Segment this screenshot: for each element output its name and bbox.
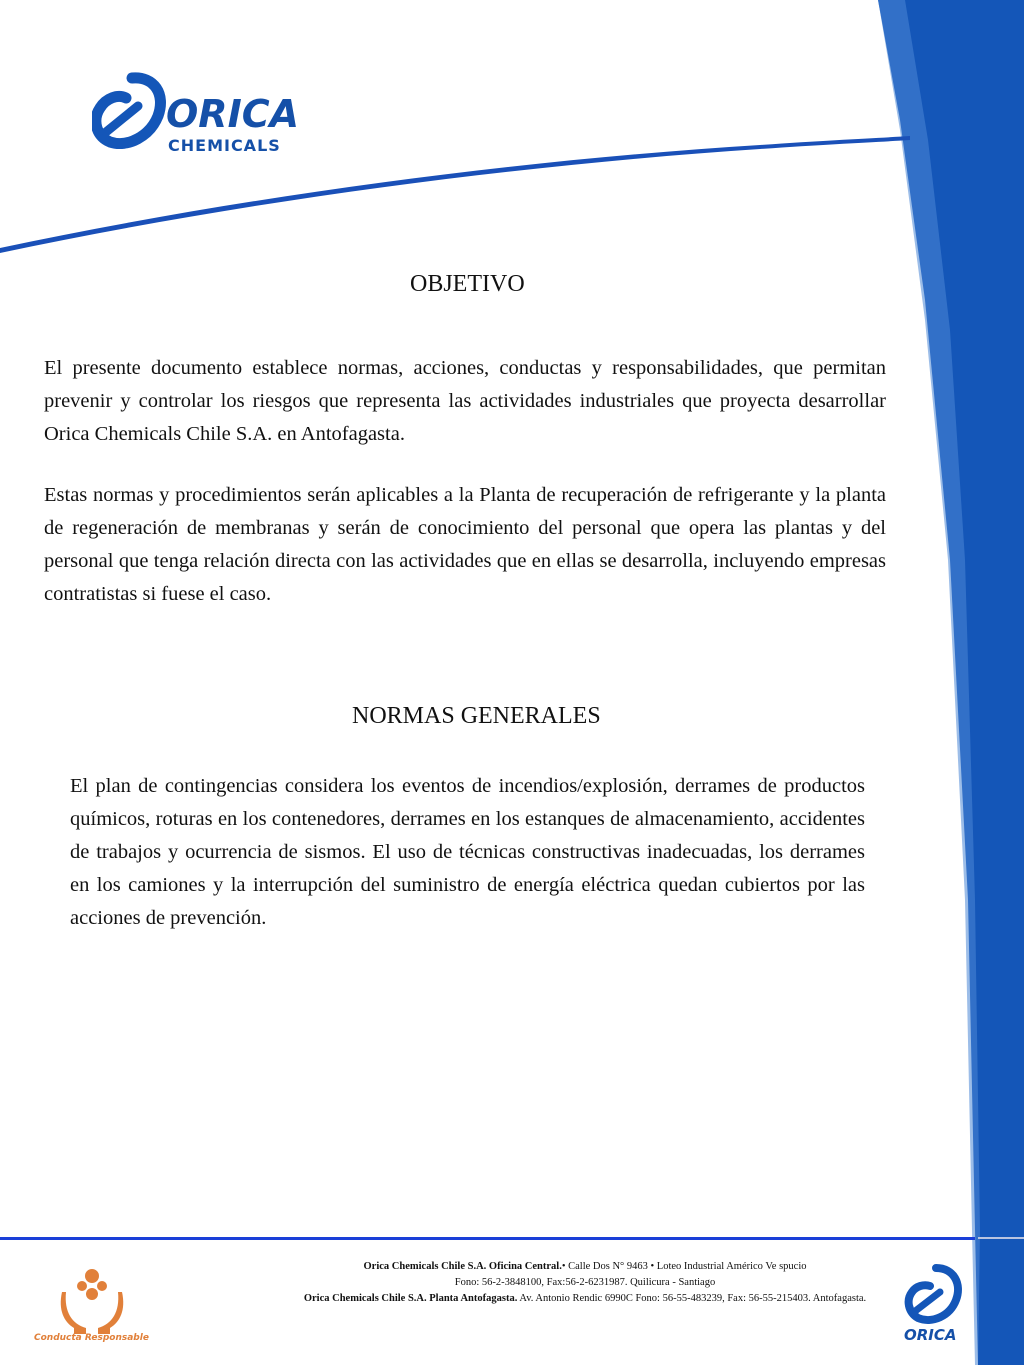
blue-side-band bbox=[878, 0, 1024, 1365]
footer-line-3 bbox=[200, 1291, 970, 1307]
footer-line-1-rest: • Calle Dos N° 9463 • Loteo Industrial Américo Ve spucio bbox=[561, 1261, 807, 1272]
footer-divider bbox=[0, 1237, 975, 1240]
objetivo-paragraph-1: El presente documento establece normas, acciones, conductas y responsabilidades, que permitan prevenir y controlar los riesgos que representa las actividades industriales que proyecta desarrollar Orica Chemicals Chile S.A. en Antofagasta. bbox=[44, 357, 886, 445]
footer-line-2: Fono: 56-2-3848100, Fax:56-2-6231987. Quilicura - Santiago bbox=[454, 1277, 716, 1288]
orica-small-logo-wordmark: ORICA bbox=[904, 1326, 957, 1344]
footer-line-3-rest: Av. Antonio Rendic 6990C Fono: 56-55-483239, Fax: 56-55-215403. Antofagasta. bbox=[517, 1293, 867, 1304]
conducta-responsable-label: Conducta Responsable bbox=[34, 1333, 149, 1343]
footer-line-1-bold: Orica Chemicals Chile S.A. Oficina Central. bbox=[363, 1261, 562, 1272]
footer-line-3-bold: Orica Chemicals Chile S.A. Planta Antofagasta. bbox=[303, 1293, 518, 1304]
footer-divider-right bbox=[978, 1237, 1024, 1239]
orica-logo-wordmark: ORICA bbox=[166, 92, 299, 136]
objetivo-heading: OBJETIVO bbox=[410, 271, 525, 297]
normas-generales-paragraph: El plan de contingencias considera los eventos de incendios/explosión, derrames de productos químicos, roturas en los contenedores, derrames en los estanques de almacenamiento, accidentes de trabajos y ocurrencia de sismos. El uso de técnicas constructivas inadecuadas, los derrames en los camiones y la interrupción del suministro de energía eléctrica quedan cubiertos por las acciones de prevención. bbox=[70, 775, 865, 929]
chemicals-logo-subtitle: CHEMICALS bbox=[168, 136, 281, 155]
footer-contact-info bbox=[200, 1259, 970, 1307]
objetivo-paragraph-2: Estas normas y procedimientos serán aplicables a la Planta de recuperación de refrigerante y la planta de regeneración de membranas y serán de conocimiento del personal que opera las plantas y del personal que tenga relación directa con las actividades que en ellas se desarrolla, incluyendo empresas contratistas si fuese el caso. bbox=[44, 484, 886, 605]
footer-line-1 bbox=[200, 1259, 970, 1275]
normas-generales-heading: NORMAS GENERALES bbox=[352, 703, 601, 729]
